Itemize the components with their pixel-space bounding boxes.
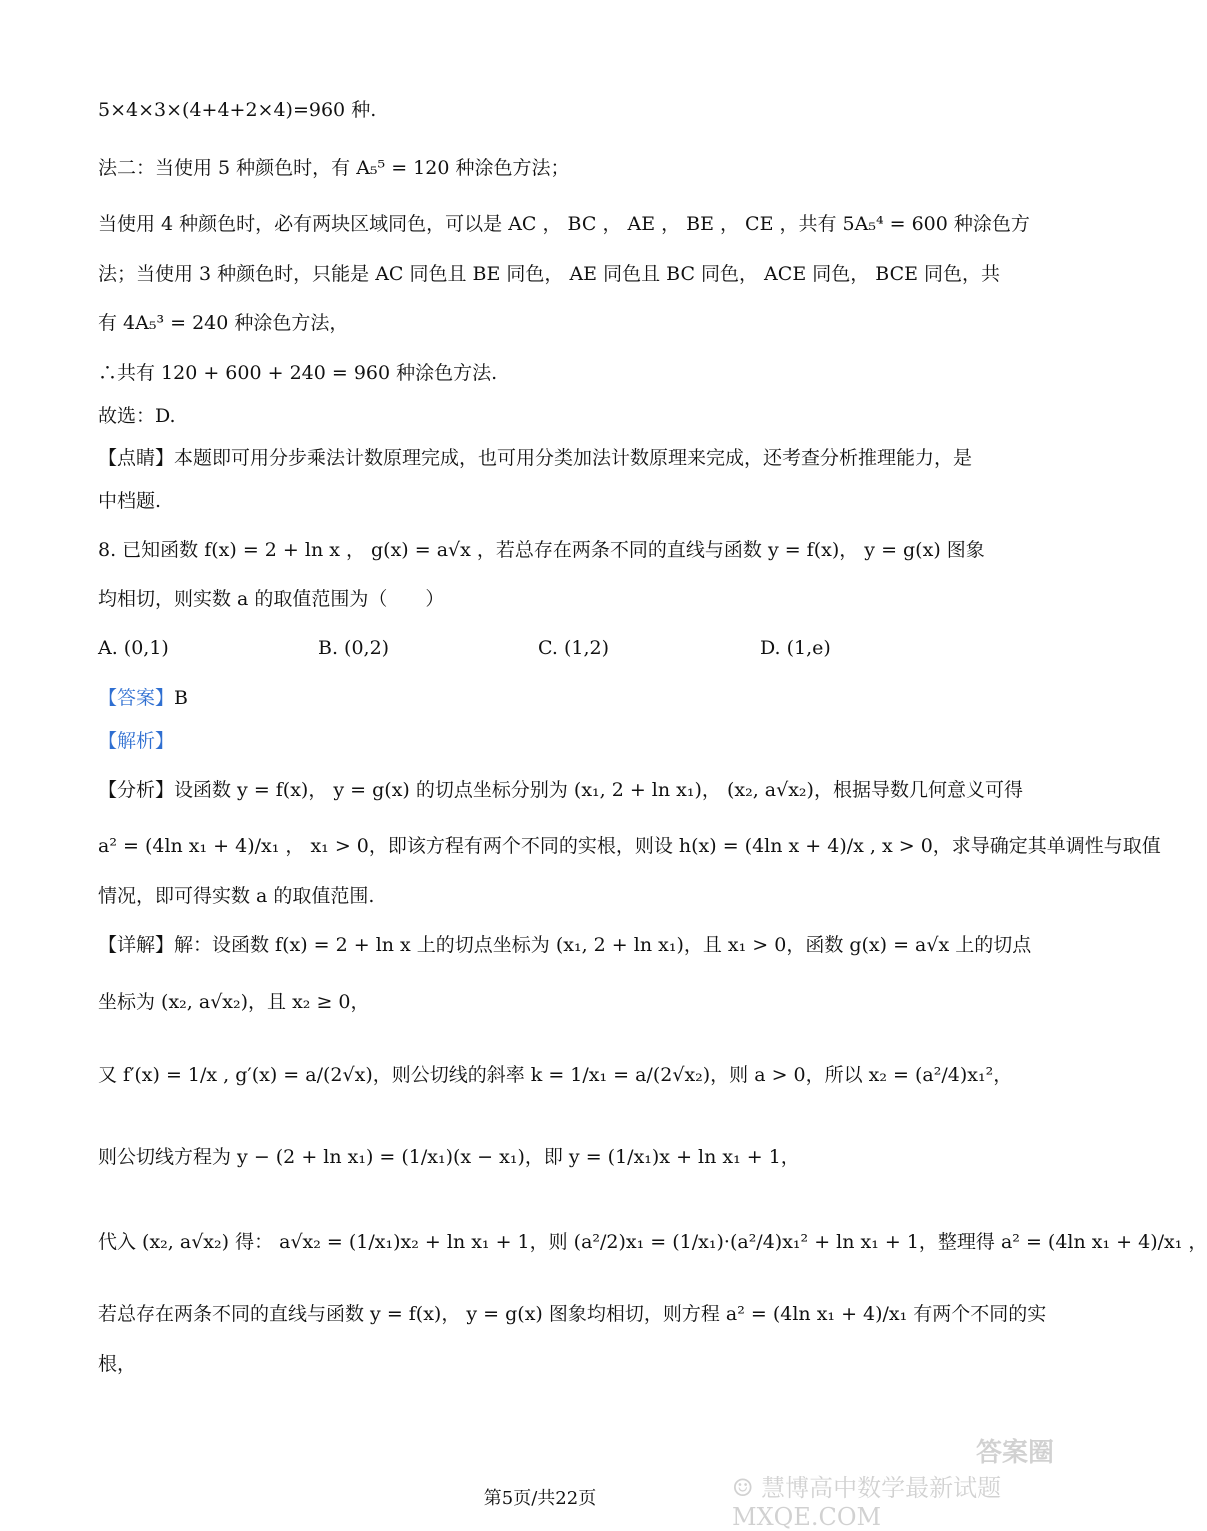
watermark-text: ☺ 慧博高中数学最新试题 MXQE.COM: [732, 1474, 1002, 1531]
text-line: 法；当使用 3 种颜色时，只能是 AC 同色且 BE 同色， AE 同色且 BC 同色， ACE 同色， BCE 同色，共: [98, 263, 1001, 285]
analysis-line: 坐标为 (x₂, a√x₂)，且 x₂ ≥ 0，: [98, 991, 370, 1013]
analysis-label: 【解析】: [98, 730, 175, 752]
text-line: 【点睛】本题即可用分步乘法计数原理完成，也可用分类加法计数原理来完成，还考查分析推理能力，是: [98, 447, 973, 469]
question-8-stem: 8. 已知函数 f(x) = 2 + ln x ， g(x) = a√x ，若总存在两条不同的直线与函数 y = f(x)， y = g(x) 图象: [98, 539, 985, 561]
analysis-line: 若总存在两条不同的直线与函数 y = f(x)， y = g(x) 图象均相切，则方程 a² = (4ln x₁ + 4)/x₁ 有两个不同的实: [98, 1303, 1047, 1325]
option-a: A. (0,1): [98, 637, 169, 659]
analysis-line: 代入 (x₂, a√x₂) 得： a√x₂ = (1/x₁)x₂ + ln x₁ + 1，则 (a²/2)x₁ = (1/x₁)·(a²/4)x₁² + ln x₁ + 1，整理得 a² = (4ln x₁ + 4)/x₁ ，: [98, 1231, 1207, 1253]
watermark-logo: 答案圈: [975, 1438, 1054, 1468]
analysis-line: 【分析】设函数 y = f(x)， y = g(x) 的切点坐标分别为 (x₁, 2 + ln x₁)， (x₂, a√x₂)，根据导数几何意义可得: [98, 779, 1023, 801]
answer-line: [98, 684, 980, 712]
question-8-stem: 均相切，则实数 a 的取值范围为（ ）: [98, 588, 445, 610]
text-line: 有 4A₅³ = 240 种涂色方法，: [98, 312, 349, 334]
analysis-line: 情况，即可得实数 a 的取值范围.: [98, 885, 375, 907]
analysis-line: 则公切线方程为 y − (2 + ln x₁) = (1/x₁)(x − x₁)，即 y = (1/x₁)x + ln x₁ + 1，: [98, 1146, 800, 1168]
answer-value: B: [174, 687, 188, 709]
option-b: B. (0,2): [318, 637, 390, 659]
wechat-icon: ☺: [732, 1474, 754, 1502]
text-line: 当使用 4 种颜色时，必有两块区域同色，可以是 AC ， BC ， AE ， BE ， CE ，共有 5A₅⁴ = 600 种涂色方: [98, 213, 1030, 235]
text-line: 5×4×3×(4+4+2×4)=960 种.: [98, 99, 377, 121]
text-line: ∴共有 120 + 600 + 240 = 960 种涂色方法.: [98, 362, 498, 384]
text-line: 故选：D.: [98, 405, 176, 427]
option-c: C. (1,2): [538, 637, 609, 659]
analysis-line: 又 f′(x) = 1/x , g′(x) = a/(2√x)，则公切线的斜率 k = 1/x₁ = a/(2√x₂)，则 a > 0，所以 x₂ = (a²/4)x₁²，: [98, 1064, 1013, 1086]
page-footer: 第5页/共22页: [483, 1488, 597, 1509]
analysis-line: a² = (4ln x₁ + 4)/x₁ ， x₁ > 0，即该方程有两个不同的实根，则设 h(x) = (4ln x + 4)/x , x > 0，求导确定其单调性与取值: [98, 835, 1161, 857]
answer-label: 【答案】: [98, 687, 175, 709]
text-line: 中档题.: [98, 490, 162, 512]
analysis-line: 根，: [98, 1353, 137, 1375]
option-d: D. (1,e): [760, 637, 831, 659]
text-line: 法二：当使用 5 种颜色时，有 A₅⁵ = 120 种涂色方法；: [98, 157, 570, 179]
analysis-line: 【详解】解：设函数 f(x) = 2 + ln x 上的切点坐标为 (x₁, 2 + ln x₁)，且 x₁ > 0，函数 g(x) = a√x 上的切点: [98, 934, 1032, 956]
